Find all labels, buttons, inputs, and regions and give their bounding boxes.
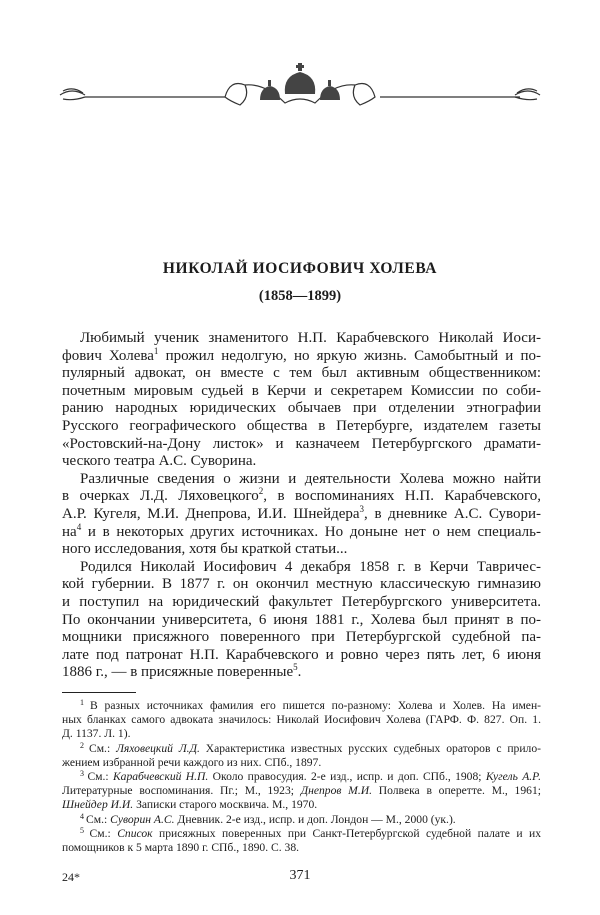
footnote-ref[interactable]: 4: [76, 521, 82, 532]
footnote-line: [62, 756, 541, 770]
text: Днепров М.И.: [300, 784, 372, 798]
text: мощники присяжного поверенного при Петербургской судебной па-: [62, 629, 541, 646]
body-text: [62, 330, 541, 682]
footnote-number: 4: [80, 811, 86, 821]
footnote-line: [62, 784, 541, 798]
text: Родился Николай Иосифович 4 декабря 1858 г. в Керчи Тавричес-: [80, 558, 541, 575]
text: и в некоторых других источниках. Но доныне нет о нем специаль-: [81, 523, 541, 540]
text: «Ростовский-на-Дону листок» и казначеем Петербургского драмати-: [62, 435, 541, 452]
text: По окончании университета, 6 июня 1881 г., Холева был принят в по-: [62, 611, 541, 628]
text: 1886 г., — в присяжные поверенные: [62, 664, 294, 681]
text: , в воспоминаниях Н.П. Карабчевского,: [263, 488, 541, 505]
text: См.:: [88, 741, 117, 755]
body-line: [62, 521, 541, 542]
body-line: [62, 418, 541, 436]
text: Около правосудия. 2-е изд., испр. и доп. СПб., 1908;: [208, 770, 486, 784]
body-line: [62, 383, 541, 401]
body-line: [62, 559, 541, 577]
body-line: [62, 594, 541, 612]
footnote-ref[interactable]: 5: [293, 662, 298, 673]
body-line: [62, 365, 541, 383]
footnote-number: 3: [80, 769, 88, 779]
text: См.:: [86, 812, 111, 826]
life-dates: (1858—1899): [258, 288, 342, 304]
text: Суворин А.С.: [110, 812, 175, 826]
text: Любимый ученик знаменитого Н.П. Карабчевского Николай Иоси-: [80, 330, 541, 346]
footnote-number: 1: [80, 698, 90, 707]
text: на: [62, 523, 77, 540]
footnote-line: [62, 798, 541, 812]
text: присяжных поверенных при Санкт-Петербургской судебной палате и их: [152, 826, 542, 840]
body-line: [62, 541, 541, 559]
text: Записки старого москвича. М., 1970.: [133, 798, 318, 812]
body-line: [62, 503, 541, 524]
text: Литературные воспоминания. Пг.; М., 1923;: [62, 784, 301, 798]
footnote-line: [62, 770, 541, 784]
text: ного исследования, хотя бы краткой статьи...: [62, 541, 348, 558]
body-line: [62, 647, 541, 665]
text: ранию народных юридических обычаев при отделении этнографии: [62, 400, 541, 417]
text: Шнейдер И.И.: [62, 798, 134, 812]
text: Ляховецкий Л.Д.: [116, 741, 200, 755]
body-line: [62, 436, 541, 454]
footnote-line: [62, 699, 541, 713]
text: Список: [117, 826, 153, 840]
text: Кугель А.Р.: [485, 770, 541, 784]
text: См.:: [87, 770, 113, 784]
text: фович Холева: [62, 347, 154, 364]
text: жением избранной речи каждого из них. СПб., 1897.: [62, 755, 322, 769]
text: и поступил на юридический факультет Петербургского университета.: [62, 593, 541, 610]
footnote-line: [62, 727, 541, 741]
footnote-ref[interactable]: 1: [153, 345, 159, 356]
text: Д. 1137. Л. 1).: [62, 727, 131, 741]
body-line: [62, 488, 541, 506]
footnote-line: [62, 827, 541, 841]
text: Различные сведения о жизни и деятельности Холева можно найти: [80, 470, 541, 487]
text: Полвека в оперетте. М., 1961;: [372, 784, 541, 798]
footnote-line: [62, 713, 541, 727]
footnote-number: 2: [80, 740, 89, 750]
text: прожил недолгую, но яркую жизнь. Самобытный и по-: [158, 347, 542, 364]
text: Характеристика известных русских судебных ораторов с прило-: [199, 741, 542, 755]
footnote-line: [62, 841, 541, 855]
page-number: 371: [289, 868, 311, 883]
body-line: [62, 330, 541, 348]
text: в очерках Л.Д. Ляховецкого: [62, 488, 259, 505]
text: Русского географического общества в Петербурге, издателем газеты: [62, 417, 541, 434]
body-line: [62, 345, 542, 366]
text: Дневник. 2-е изд., испр. и доп. Лондон — М., 2000 (ук.).: [174, 812, 456, 826]
text: .: [297, 664, 302, 681]
body-line: [62, 664, 541, 682]
body-line: [62, 629, 541, 647]
text: См.:: [89, 826, 118, 840]
text: В разных источниках фамилия его пишется по-разному: Холева и Холев. На имен-: [89, 699, 542, 712]
text: ных бланках самого адвоката значилось: Николай Иосифович Холева (ГАРФ. Ф. 827. Оп. 1.: [62, 713, 541, 727]
text: кой губернии. В 1877 г. он окончил местную классическую гимназию: [62, 576, 541, 593]
text: помощников к 5 марта 1890 г. СПб., 1890. С. 38.: [62, 841, 300, 855]
footnote-separator: [62, 692, 136, 693]
body-line: [62, 612, 541, 630]
footnote-line: [62, 742, 541, 756]
text: , в дневнике А.С. Сувори-: [364, 505, 541, 522]
text: пулярный адвокат, он вместе с тем был активным общественником:: [62, 365, 541, 382]
page-title: НИКОЛАЙ ИОСИФОВИЧ ХОЛЕВА: [162, 260, 438, 277]
footnote-ref[interactable]: 3: [359, 503, 365, 514]
footnote-line: [62, 813, 541, 827]
body-line: [62, 400, 541, 418]
crown-ornament-icon: [55, 60, 545, 110]
text: лате под патронат Н.П. Карабчевского и ровно через пять лет, 6 июня: [62, 646, 541, 663]
footnote-ref[interactable]: 2: [258, 486, 264, 497]
text: ческого театра А.С. Суворина.: [62, 453, 257, 470]
body-line: [62, 576, 541, 594]
footnote-number: 5: [80, 825, 90, 835]
text: почетным мировым судьей в Керчи и секретарем Комиссии по соби-: [62, 382, 541, 399]
body-line: [62, 453, 541, 471]
text: Карабчевский Н.П.: [112, 770, 209, 784]
text: А.Р. Кугеля, М.И. Днепрова, И.И. Шнейдера: [62, 505, 360, 522]
body-line: [62, 471, 541, 489]
footnotes: [62, 699, 541, 855]
signature-mark: 24*: [62, 870, 80, 884]
